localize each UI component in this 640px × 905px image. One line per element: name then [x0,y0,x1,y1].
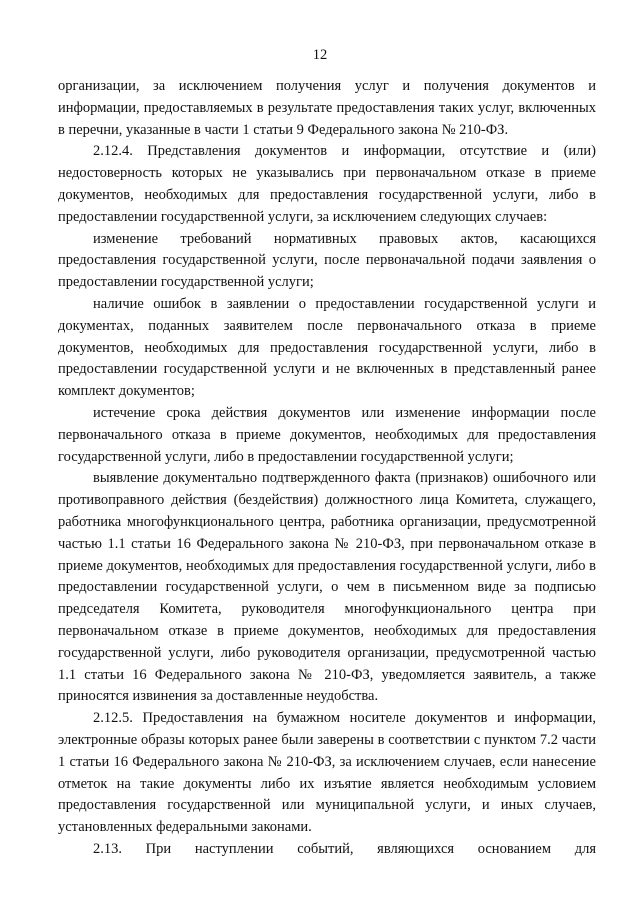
paragraph-2-13: 2.13. При наступлении событий, являющихся основанием для [93,840,596,857]
paragraph-continuation: организации, за исключением получения услуг и получения документов и информации, предоставляемых в результате предоставления таких услуг, включенных в перечни, указанные в части 1 статьи 9 Федерального закона № 210-ФЗ. [58,78,596,138]
paragraph-exception-expiry: истечение срока действия документов или изменение информации после первоначального отказа в приеме документов, необходимых для предоставления государственной услуги, либо в предоставлении государственной услуги; [58,404,596,465]
page-number: 12 [312,47,328,63]
paragraph-exception-errors: наличие ошибок в заявлении о предоставлении государственной услуги и документах, поданных заявителем после первоначального отказа в приеме документов, необходимых для предоставления государственной услуги, либо в предоставлении государственной услуги и не включенных в представленный ранее комплект документов; [58,295,596,400]
paragraph-2-12-5: 2.12.5. Предоставления на бумажном носителе документов и информации, электронные образы которых ранее были заверены в соответствии с пунктом 7.2 части 1 статьи 16 Федерального закона № 210-ФЗ, за исключением случаев, если нанесение отметок на такие документы либо их изъятие является необходимым условием предоставления государственной или муниципальной услуги, и иных случаев, установленных федеральными законами. [58,710,596,836]
paragraph-exception-misconduct: выявление документально подтвержденного факта (признаков) ошибочного или противоправного действия (бездействия) должностного лица Комитета, служащего, работника многофункционального центра, работника организации, предусмотренной частью 1.1 статьи 16 Федерального закона № 210-ФЗ, при первоначальном отказе в приеме документов, необходимых для предоставления государственной услуги, либо в предоставлении государственной услуги, о чем в письменном виде за подписью председателя Комитета, руководителя многофункционального центра при первоначальном отказе в приеме документов, необходимых для предоставления государственной услуги, либо руководителя организации, предусмотренной частью 1.1 статьи 16 Федерального закона № 210-ФЗ, уведомляется заявитель, а также приносятся извинения за доставленные неудобства. [58,470,596,705]
paragraph-2-12-4: 2.12.4. Представления документов и информации, отсутствие и (или) недостоверность которых не указывались при первоначальном отказе в приеме документов, необходимых для предоставления государственной услуги, либо в предоставлении государственной услуги, за исключением следующих случаев: [58,143,596,225]
paragraph-exception-requirements-change: изменение требований нормативных правовых актов, касающихся предоставления государственной услуги, после первоначальной подачи заявления о предоставлении государственной услуги; [58,230,596,291]
document-body [58,76,596,861]
